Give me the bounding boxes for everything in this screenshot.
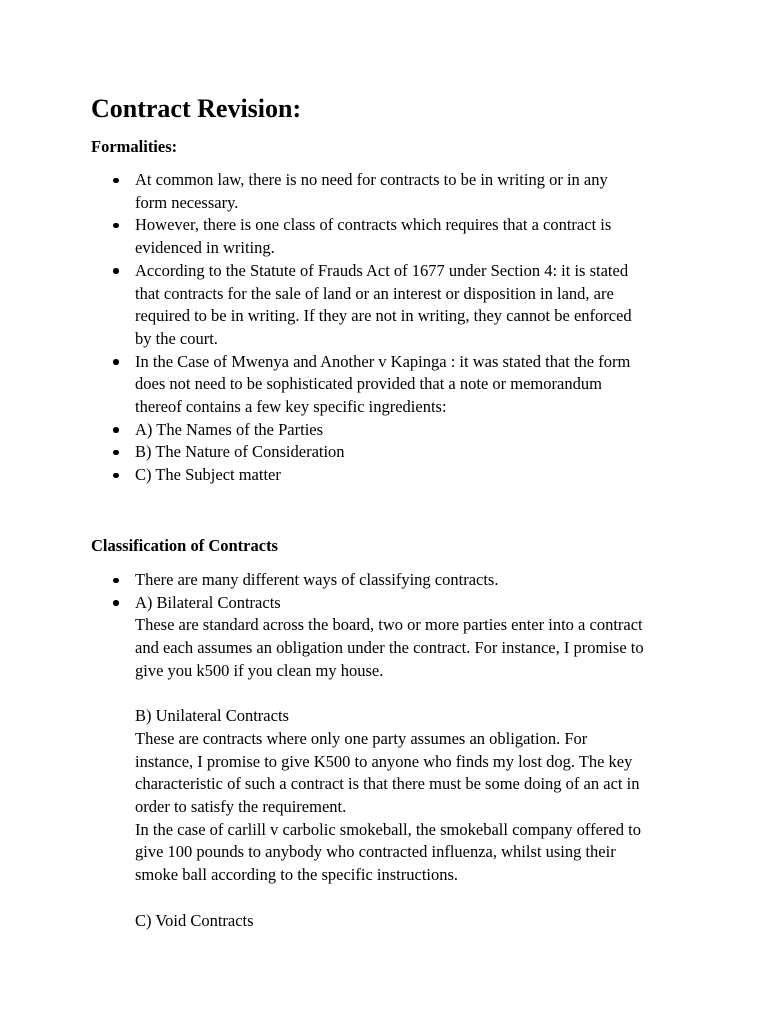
bilateral-text-line: These are standard across the board, two or more parties enter into a contract [135, 615, 643, 635]
bilateral-label: A) Bilateral Contracts [135, 592, 281, 612]
list-item-line: evidenced in writing. [135, 238, 275, 258]
list-item-line: by the court. [135, 328, 218, 348]
bullet-icon [113, 223, 119, 229]
list-item-line: However, there is one class of contracts which requires that a contract is [135, 215, 612, 235]
classification-list [0, 569, 768, 932]
paragraph-gap [135, 683, 708, 706]
list-item [0, 169, 768, 214]
section-heading-classification: Classification of Contracts [91, 536, 278, 555]
bullet-icon [113, 427, 119, 433]
list-item-line: thereof contains a few key specific ingredients: [135, 397, 447, 417]
document-title: Contract Revision: [91, 94, 302, 123]
list-item [0, 464, 768, 487]
bullet-icon [113, 359, 119, 365]
unilateral-text-line: instance, I promise to give K500 to anyone who finds my lost dog. The key [135, 751, 633, 771]
list-item-line: that contracts for the sale of land or an interest or disposition in land, are [135, 283, 614, 303]
list-item-line: C) The Subject matter [135, 465, 281, 485]
list-item-line: In the Case of Mwenya and Another v Kapinga : it was stated that the form [135, 351, 631, 371]
bilateral-text-line: and each assumes an obligation under the contract. For instance, I promise to [135, 638, 644, 658]
unilateral-text-line: characteristic of such a contract is that there must be some doing of an act in [135, 774, 640, 794]
paragraph-gap [135, 887, 708, 910]
unilateral-text-line: In the case of carlill v carbolic smokeball, the smokeball company offered to [135, 819, 641, 839]
list-item-line: form necessary. [135, 192, 239, 212]
list-item-line: There are many different ways of classifying contracts. [135, 570, 499, 589]
list-item-line: does not need to be sophisticated provided that a note or memorandum [135, 374, 602, 394]
list-item [0, 569, 768, 592]
unilateral-text-line: These are contracts where only one party assumes an obligation. For [135, 728, 588, 748]
list-item-line: B) The Nature of Consideration [135, 442, 345, 462]
unilateral-text-line: give 100 pounds to anybody who contracted influenza, whilst using their [135, 842, 616, 862]
list-item [0, 260, 768, 351]
list-item-line: A) The Names of the Parties [135, 419, 324, 439]
list-item-line: According to the Statute of Frauds Act of 1677 under Section 4: it is stated [135, 260, 629, 280]
bullet-icon [113, 450, 119, 456]
list-item [0, 592, 768, 933]
unilateral-text-line: smoke ball according to the specific instructions. [135, 865, 459, 885]
unilateral-text-line: order to satisfy the requirement. [135, 797, 347, 817]
bilateral-text-line: give you k500 if you clean my house. [135, 660, 384, 680]
section-heading-formalities: Formalities: [91, 137, 178, 156]
list-item [0, 419, 768, 442]
bullet-icon [113, 473, 119, 479]
formalities-list [0, 169, 768, 487]
list-item [0, 214, 768, 259]
void-label: C) Void Contracts [135, 910, 254, 930]
bullet-icon [113, 178, 119, 184]
list-item-line: At common law, there is no need for contracts to be in writing or in any [135, 170, 608, 189]
bullet-icon [113, 268, 119, 274]
list-item [0, 441, 768, 464]
unilateral-label: B) Unilateral Contracts [135, 706, 289, 726]
list-item [0, 351, 768, 419]
bullet-icon [113, 578, 119, 584]
bullet-icon [113, 600, 119, 606]
list-item-line: required to be in writing. If they are not in writing, they cannot be enforced [135, 306, 632, 326]
